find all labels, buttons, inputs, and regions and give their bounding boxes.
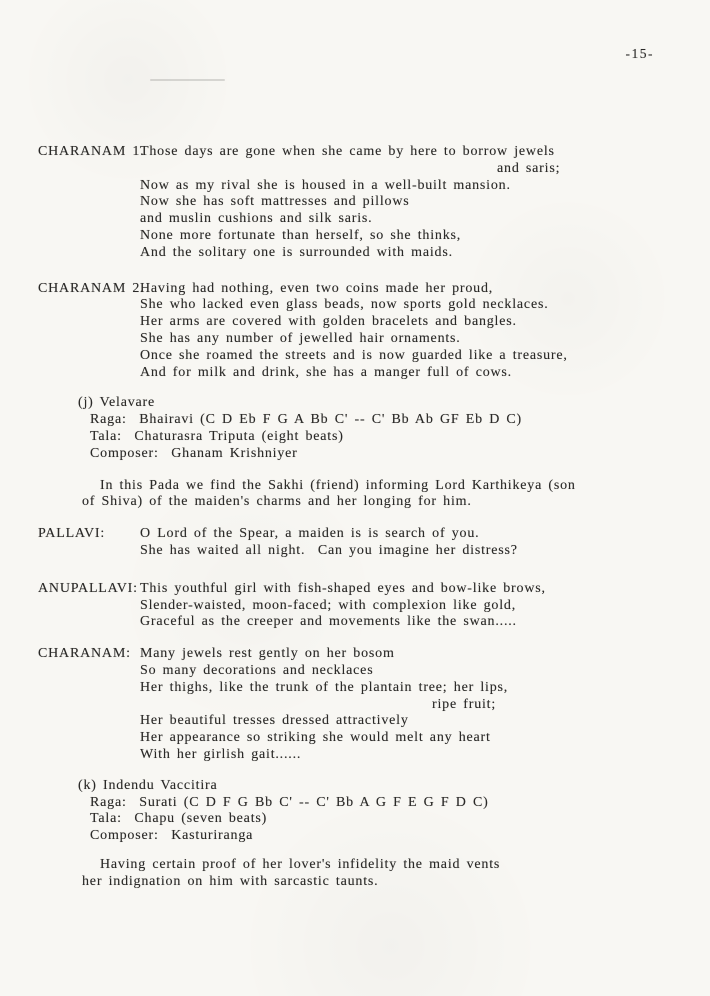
verse-line: And the solitary one is surrounded with maids. xyxy=(140,244,453,260)
commentary-paragraph xyxy=(82,857,680,891)
page-number: -15- xyxy=(625,46,654,61)
verse-line: Her beautiful tresses dressed attractively xyxy=(140,713,409,729)
tala-line: Tala: Chaturasra Triputa (eight beats) xyxy=(90,428,344,444)
commentary-line: her indignation on him with sarcastic taunts. xyxy=(82,873,379,889)
verse-line: Now she has soft mattresses and pillows xyxy=(140,194,410,210)
verse-line: Graceful as the creeper and movements like the swan..... xyxy=(140,614,517,630)
verse-line: And for milk and drink, she has a manger full of cows. xyxy=(140,364,512,380)
commentary-line: In this Pada we find the Sakhi (friend) informing Lord Karthikeya (son xyxy=(100,477,576,493)
verse-line: She has any number of jewelled hair ornaments. xyxy=(140,330,461,346)
raga-line: Raga: Bhairavi (C D Eb F G A Bb C' -- C' Bb Ab GF Eb D C) xyxy=(90,412,523,428)
song-item-j xyxy=(78,395,680,462)
verse-line-continuation: and saris; xyxy=(497,160,561,176)
verse-line: Having had nothing, even two coins made her proud, xyxy=(140,280,494,296)
verse-line: She who lacked even glass beads, now sports gold necklaces. xyxy=(140,297,549,313)
verse-line: Her appearance so striking she would melt any heart xyxy=(140,730,491,746)
section-label: CHARANAM: xyxy=(38,646,131,662)
section-pallavi xyxy=(38,526,680,560)
raga-line: Raga: Surati (C D F G Bb C' -- C' Bb A G F E G F D C) xyxy=(90,794,489,810)
commentary-paragraph xyxy=(82,478,680,512)
verse-line: With her girlish gait...... xyxy=(140,746,302,762)
section-charanam xyxy=(38,646,680,764)
song-details xyxy=(90,412,680,462)
verse-body xyxy=(140,281,680,382)
section-charanam-1 xyxy=(38,144,680,262)
verse-line: Slender-waisted, moon-faced; with complexion like gold, xyxy=(140,597,517,613)
song-title: (j) Velavare xyxy=(78,395,156,411)
verse-line: She has waited all night. Can you imagine her distress? xyxy=(140,542,518,558)
section-anupallavi xyxy=(38,581,680,631)
verse-body xyxy=(140,646,680,764)
verse-line: and muslin cushions and silk saris. xyxy=(140,211,373,227)
tala-line: Tala: Chapu (seven beats) xyxy=(90,811,268,827)
commentary-line: Having certain proof of her lover's infidelity the maid vents xyxy=(100,856,501,872)
verse-body xyxy=(140,581,680,631)
song-details xyxy=(90,795,680,845)
scan-smudge xyxy=(150,79,225,81)
section-label: CHARANAM 1. xyxy=(38,144,145,159)
composer-line: Composer: Kasturiranga xyxy=(90,828,254,844)
commentary-line: of Shiva) of the maiden's charms and her longing for him. xyxy=(82,494,472,510)
section-label: CHARANAM 2. xyxy=(38,280,145,296)
verse-line: Many jewels rest gently on her bosom xyxy=(140,646,395,662)
verse-line: Once she roamed the streets and is now guarded like a treasure, xyxy=(140,347,568,363)
page-content xyxy=(38,144,680,890)
composer-line: Composer: Ghanam Krishniyer xyxy=(90,445,298,461)
song-item-k xyxy=(78,778,680,845)
verse-line: Now as my rival she is housed in a well-built mansion. xyxy=(140,177,511,193)
verse-line-continuation: ripe fruit; xyxy=(432,696,497,712)
verse-line: So many decorations and necklaces xyxy=(140,662,374,678)
verse-line: Her thighs, like the trunk of the plantain tree; her lips, xyxy=(140,679,509,695)
section-label: ANUPALLAVI: xyxy=(38,580,138,596)
song-title: (k) Indendu Vaccitira xyxy=(78,777,218,793)
verse-line: This youthful girl with fish-shaped eyes and bow-like brows, xyxy=(140,580,546,596)
verse-line: O Lord of the Spear, a maiden is is search of you. xyxy=(140,526,480,542)
verse-body xyxy=(140,526,680,560)
section-charanam-2 xyxy=(38,281,680,382)
section-label: PALLAVI: xyxy=(38,526,106,542)
verse-body xyxy=(140,144,680,262)
verse-line: None more fortunate than herself, so she thinks, xyxy=(140,227,462,243)
verse-line: Those days are gone when she came by here to borrow jewels xyxy=(140,144,555,159)
verse-line: Her arms are covered with golden bracelets and bangles. xyxy=(140,314,517,330)
